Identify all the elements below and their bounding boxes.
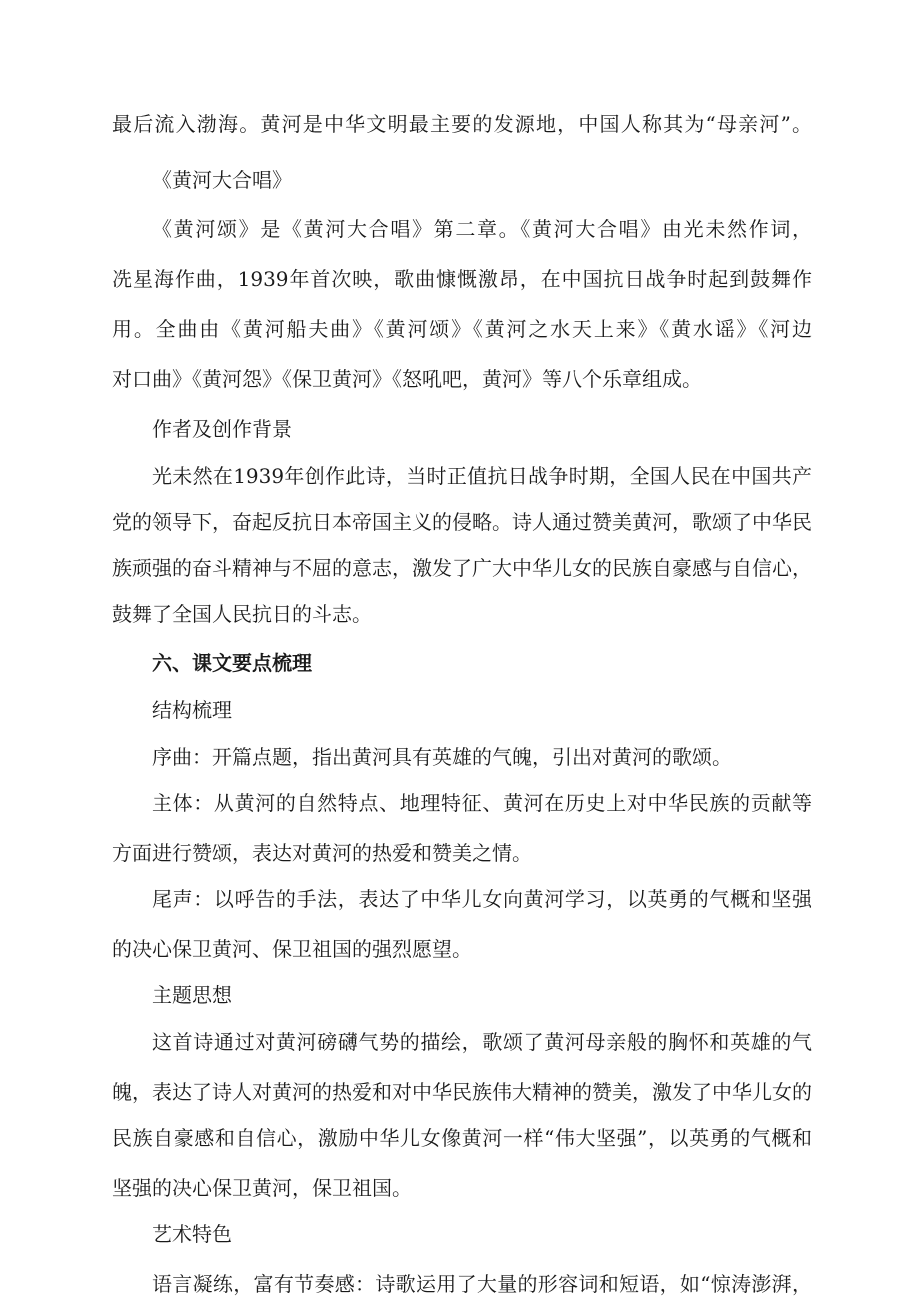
paragraph-text: 魄，表达了诗人对黄河的热爱和对中华民族伟大精神的赞美，激发了中华儿女的 (112, 1080, 812, 1104)
paragraph-text: 对口曲》《黄河怨》《保卫黄河》《怒吼吧，黄河》等八个乐章组成。 (112, 367, 702, 391)
paragraph-text: 序曲：开篇点题，指出黄河具有英雄的气魄，引出对黄河的歌颂。 (152, 745, 732, 769)
subheading-artistic-features: 艺术特色 (152, 1222, 232, 1246)
paragraph-text: 用。全曲由《黄河船夫曲》《黄河颂》《黄河之水天上来》《黄水谣》《河边 (112, 317, 812, 341)
paragraph-text: 方面进行赞颂，表达对黄河的热爱和赞美之情。 (112, 841, 532, 865)
paragraph-text: 最后流入渤海。黄河是中华文明最主要的发源地，中国人称其为“母亲河”。 (112, 112, 812, 136)
section-heading: 六、课文要点梳理 (152, 651, 312, 675)
document-page (112, 112, 812, 1297)
paragraph-text: 的决心保卫黄河、保卫祖国的强烈愿望。 (112, 937, 472, 961)
paragraph-text: 民族自豪感和自信心，激励中华儿女像黄河一样“伟大坚强”，以英勇的气概和 (112, 1126, 812, 1150)
paragraph-text: 主体：从黄河的自然特点、地理特征、黄河在历史上对中华民族的贡献等 (152, 791, 812, 815)
subheading-structure: 结构梳理 (152, 698, 232, 722)
paragraph-text: 冼星海作曲，1939年首次映，歌曲慷慨激昂，在中国抗日战争时起到鼓舞作 (112, 267, 812, 291)
subheading-yellow-river-cantata: 《黄河大合唱》 (152, 168, 292, 192)
paragraph-text: 鼓舞了全国人民抗日的斗志。 (112, 602, 372, 626)
paragraph-text: 坚强的决心保卫黄河，保卫祖国。 (112, 1176, 412, 1200)
paragraph-text: 语言凝练，富有节奏感：诗歌运用了大量的形容词和短语，如“惊涛澎湃， (152, 1272, 812, 1296)
paragraph-text: 光未然在1939年创作此诗，当时正值抗日战争时期，全国人民在中国共产 (152, 464, 812, 488)
subheading-author-background: 作者及创作背景 (152, 417, 292, 441)
paragraph-text: 族顽强的奋斗精神与不屈的意志，激发了广大中华儿女的民族自豪感与自信心， (112, 556, 812, 580)
subheading-theme: 主题思想 (152, 983, 232, 1007)
paragraph-text: 党的领导下，奋起反抗日本帝国主义的侵略。诗人通过赞美黄河，歌颂了中华民 (112, 510, 812, 534)
paragraph-text: 这首诗通过对黄河磅礴气势的描绘，歌颂了黄河母亲般的胸怀和英雄的气 (152, 1030, 812, 1054)
paragraph-text: 尾声：以呼告的手法，表达了中华儿女向黄河学习，以英勇的气概和坚强 (152, 887, 812, 911)
paragraph-text: 《黄河颂》是《黄河大合唱》第二章。《黄河大合唱》由光未然作词， (152, 217, 812, 241)
